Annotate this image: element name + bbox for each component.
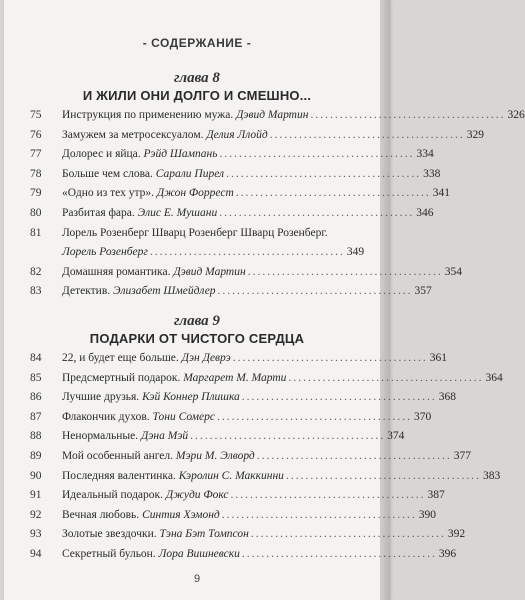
entry-number: 86 bbox=[30, 391, 42, 404]
entry-title: Ненормальные. bbox=[62, 430, 139, 443]
toc-header: - СОДЕРЖАНИЕ - bbox=[142, 36, 252, 50]
entry-title: Инструкция по применению мужа. bbox=[62, 109, 234, 121]
toc-entry bbox=[30, 165, 441, 185]
entry-page: 338 bbox=[423, 167, 441, 180]
dot-leader: ........................................ bbox=[288, 371, 484, 384]
dot-leader: ........................................ bbox=[219, 206, 415, 219]
dot-leader: ........................................ bbox=[250, 528, 446, 541]
entry-page: 383 bbox=[482, 469, 501, 482]
entry-title: Секретный бульон. bbox=[62, 547, 156, 560]
toc-entry bbox=[30, 447, 471, 467]
dot-leader: ........................................ bbox=[221, 508, 417, 521]
book-page bbox=[4, 0, 525, 600]
dot-leader: ........................................ bbox=[149, 246, 345, 259]
entry-author: Дэвид Мартин bbox=[236, 109, 309, 121]
entry-number: 84 bbox=[30, 352, 42, 364]
toc-list bbox=[30, 349, 503, 565]
entry-page: 377 bbox=[453, 449, 471, 462]
dot-leader: ........................................ bbox=[310, 109, 506, 121]
entry-page: 390 bbox=[418, 508, 436, 521]
entry-number: 77 bbox=[30, 148, 42, 161]
toc-entry bbox=[30, 408, 432, 428]
toc-entry bbox=[30, 506, 436, 526]
dot-leader: ........................................ bbox=[269, 128, 465, 141]
chapter-label: глава 9 bbox=[174, 313, 220, 329]
toc-entry bbox=[30, 224, 365, 263]
entry-title: Вечная любовь. bbox=[62, 508, 140, 521]
dot-leader: ........................................ bbox=[230, 489, 426, 502]
entry-title: Разбитая фара. bbox=[62, 206, 135, 219]
entry-author: Лорель Розенберг bbox=[62, 246, 148, 259]
toc-entry bbox=[30, 349, 447, 369]
chapter-heading bbox=[4, 313, 390, 346]
entry-title: 22, и будет еще больше. bbox=[62, 352, 179, 364]
entry-number: 85 bbox=[30, 371, 42, 384]
entry-page: 370 bbox=[413, 410, 432, 423]
dot-leader: ........................................ bbox=[226, 167, 422, 180]
toc-entry bbox=[30, 126, 484, 146]
toc-entry bbox=[30, 545, 457, 565]
dot-leader: ........................................ bbox=[219, 148, 415, 161]
entry-number: 83 bbox=[30, 285, 42, 298]
entry-page: 361 bbox=[429, 352, 447, 364]
toc-entry bbox=[30, 388, 457, 408]
entry-page: 357 bbox=[414, 285, 432, 298]
entry-number: 80 bbox=[30, 206, 42, 219]
entry-number: 93 bbox=[30, 528, 42, 541]
entry-title: Детектив. bbox=[62, 285, 111, 298]
entry-author: Делия Ллойд bbox=[206, 128, 268, 141]
dot-leader: ........................................ bbox=[285, 469, 481, 482]
entry-number: 81 bbox=[30, 226, 42, 239]
entry-page: 387 bbox=[427, 489, 445, 502]
entry-number: 75 bbox=[30, 109, 42, 121]
entry-page: 354 bbox=[444, 265, 462, 278]
entry-author: Элизабет Шмейдлер bbox=[113, 285, 216, 298]
toc-entry bbox=[30, 427, 405, 447]
dot-leader: ........................................ bbox=[241, 547, 437, 560]
entry-author: Маргарет М. Марти bbox=[183, 371, 287, 384]
toc-entry bbox=[30, 184, 451, 204]
entry-title: Лорель Розенберг Шварц Розенберг Шварц Розенберг. bbox=[62, 226, 328, 239]
entry-number: 79 bbox=[30, 187, 42, 200]
entry-number: 90 bbox=[30, 469, 42, 482]
dot-leader: ........................................ bbox=[241, 391, 437, 404]
chapter-title: ПОДАРКИ ОТ ЧИСТОГО СЕРДЦА bbox=[89, 331, 305, 346]
chapter-label: глава 8 bbox=[174, 70, 220, 86]
entry-page: 368 bbox=[438, 391, 457, 404]
dot-leader: ........................................ bbox=[247, 265, 443, 278]
entry-title: Идеальный подарок. bbox=[62, 489, 163, 502]
page-number: 9 bbox=[193, 573, 201, 585]
entry-author: Дэвид Мартин bbox=[173, 265, 246, 278]
entry-author: Тони Сомерс bbox=[152, 410, 215, 423]
toc-entry bbox=[30, 263, 462, 283]
entry-number: 91 bbox=[30, 489, 42, 502]
toc-entry bbox=[30, 486, 445, 506]
entry-author: Синтия Хэмонд bbox=[142, 508, 220, 521]
entry-title: Флакончик духов. bbox=[62, 410, 150, 423]
entry-author: Рэйд Шампань bbox=[143, 148, 218, 161]
entry-author: Джуди Фокс bbox=[165, 489, 229, 502]
chapter-heading bbox=[4, 70, 390, 103]
entry-page: 326 bbox=[507, 109, 525, 121]
entry-number: 89 bbox=[30, 449, 42, 462]
entry-author: Элис Е. Мушани bbox=[137, 206, 218, 219]
chapter-title: И ЖИЛИ ОНИ ДОЛГО И СМЕШНО... bbox=[82, 88, 312, 103]
entry-author: Дэн Деврэ bbox=[181, 352, 231, 364]
entry-title: Замужем за метросексуалом. bbox=[62, 128, 204, 141]
dot-leader: ........................................ bbox=[216, 410, 412, 423]
entry-title: «Одно из тех утр». bbox=[62, 187, 154, 200]
entry-page: 396 bbox=[438, 547, 457, 560]
entry-page: 334 bbox=[416, 148, 434, 161]
entry-author: Тэна Бэт Томпсон bbox=[159, 528, 249, 541]
dot-leader: ........................................ bbox=[235, 187, 431, 200]
entry-number: 87 bbox=[30, 410, 42, 423]
toc-entry bbox=[30, 106, 525, 126]
toc-entry bbox=[30, 369, 503, 389]
entry-number: 92 bbox=[30, 508, 42, 521]
entry-number: 82 bbox=[30, 265, 42, 278]
entry-page: 346 bbox=[416, 206, 434, 219]
entry-page: 364 bbox=[485, 371, 503, 384]
entry-title: Золотые звездочки. bbox=[62, 528, 157, 541]
entry-page: 392 bbox=[447, 528, 466, 541]
entry-author: Дэна Мэй bbox=[141, 430, 189, 443]
dot-leader: ........................................ bbox=[217, 285, 413, 298]
entry-author: Лора Вишневски bbox=[158, 547, 240, 560]
entry-author: Кэй Коннер Плишка bbox=[142, 391, 240, 404]
dot-leader: ........................................ bbox=[190, 430, 386, 443]
toc-entry bbox=[30, 204, 434, 224]
entry-author: Джон Форрест bbox=[156, 187, 234, 200]
entry-number: 88 bbox=[30, 430, 42, 443]
entry-title: Долорес и яйца. bbox=[62, 148, 141, 161]
entry-number: 76 bbox=[30, 128, 42, 141]
entry-author: Мэри М. Элворд bbox=[175, 449, 255, 462]
entry-author: Саралu Пирел bbox=[155, 167, 225, 180]
entry-title: Домашняя романтика. bbox=[62, 265, 171, 278]
entry-title: Последняя валентинка. bbox=[62, 469, 176, 482]
toc-entry bbox=[30, 282, 432, 302]
dot-leader: ........................................ bbox=[256, 449, 452, 462]
entry-title: Предсмертный подарок. bbox=[62, 371, 181, 384]
entry-title: Больше чем слова. bbox=[62, 167, 153, 180]
entry-page: 349 bbox=[346, 246, 365, 259]
entry-title: Мой особенный ангел. bbox=[62, 449, 174, 462]
toc-entry bbox=[30, 525, 466, 545]
dot-leader: ........................................ bbox=[232, 352, 428, 364]
entry-title: Лучшие друзья. bbox=[62, 391, 140, 404]
entry-page: 329 bbox=[466, 128, 484, 141]
toc-entry bbox=[30, 467, 501, 487]
entry-author: Кэролин С. Маккинни bbox=[178, 469, 284, 482]
entry-number: 94 bbox=[30, 547, 42, 560]
toc-entry bbox=[30, 145, 434, 165]
toc-list bbox=[30, 106, 525, 302]
entry-page: 341 bbox=[432, 187, 451, 200]
entry-page: 374 bbox=[387, 430, 405, 443]
entry-number: 78 bbox=[30, 167, 42, 180]
